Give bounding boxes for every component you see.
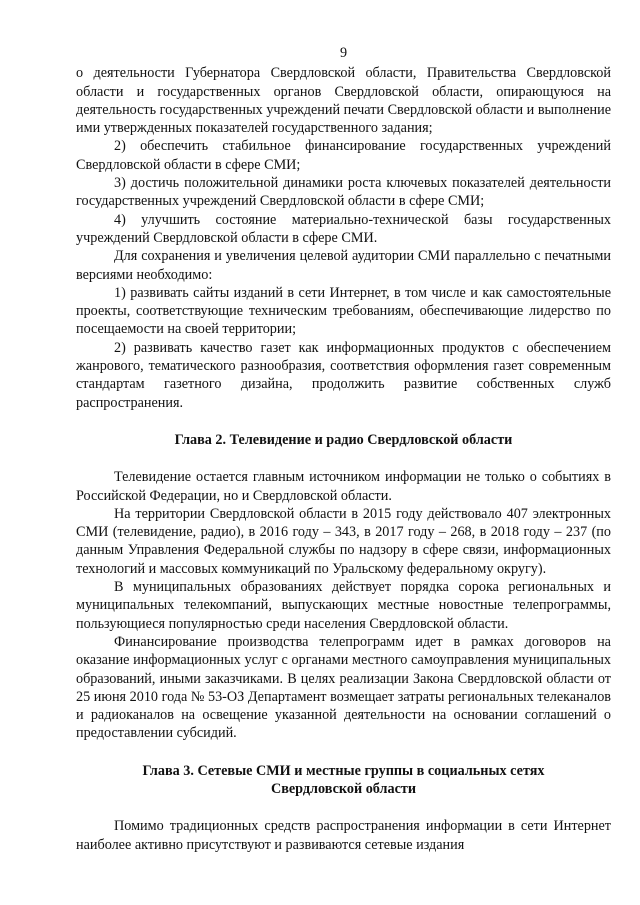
paragraph: 3) достичь положительной динамики роста ключевых показателей деятельности государственных учреждений Свердловской области в сфере СМИ;: [76, 175, 611, 210]
chapter-2-heading: Глава 2. Телевидение и радио Свердловской области: [174, 431, 513, 448]
chapter-3-heading: [76, 762, 611, 799]
paragraph: 4) улучшить состояние материально-технической базы государственных учреждений Свердловской области в сфере СМИ.: [76, 211, 611, 246]
page-number: 9: [339, 45, 348, 61]
paragraph: 2) обеспечить стабильное финансирование государственных учреждений Свердловской области в сфере СМИ;: [76, 138, 611, 173]
paragraph: Помимо традиционных средств распространения информации в сети Интернет наиболее активно присутствуют и развиваются сетевые издания: [76, 818, 611, 853]
paragraph: Финансирование производства телепрограмм идет в рамках договоров на оказание информационных услуг с органами местного самоуправления муниципальных образований, иными заказчиками. В целях реализации Закона Свердловской области от 25 июня 2010 года № 53-ОЗ Департамент возмещает затраты региональных телеканалов и радиоканалов на освещение указанной деятельности на основании соглашений о предоставлении субсидий.: [76, 633, 611, 742]
paragraph: о деятельности Губернатора Свердловской области, Правительства Свердловской области и государственных органов Свердловской области, опирающуюся на деятельность государственных учреждений печати Свердловской области и выполнение ими утвержденных показателей государственного задания;: [76, 65, 611, 137]
paragraph: Для сохранения и увеличения целевой аудитории СМИ параллельно с печатными версиями необходимо:: [76, 248, 611, 283]
paragraph: 1) развивать сайты изданий в сети Интернет, в том числе и как самостоятельные проекты, соответствующие техническим требованиям, обеспечивающие лидерство по посещаемости на своей территории;: [76, 284, 611, 338]
chapter-3-heading-line-2: Свердловской области: [270, 780, 417, 797]
chapter-3-heading-line-1: Глава 3. Сетевые СМИ и местные группы в социальных сетях: [142, 762, 545, 779]
document-page: [76, 44, 611, 854]
paragraph: Телевидение остается главным источником информации не только о событиях в Российской Федерации, но и Свердловской области.: [76, 469, 611, 504]
paragraph: 2) развивать качество газет как информационных продуктов с обеспечением жанрового, тематического разнообразия, соответствия оформления газет современным стандартам газетного дизайна, продолжить развитие собственных служб распространения.: [76, 339, 611, 411]
paragraph: В муниципальных образованиях действует порядка сорока региональных и муниципальных телекомпаний, выпускающих местные новостные телепрограммы, пользующиеся популярностью среди населения Свердловской области.: [76, 579, 611, 632]
paragraph: На территории Свердловской области в 2015 году действовало 407 электронных СМИ (телевидение, радио), в 2016 году – 343, в 2017 году – 268, в 2018 году – 237 (по данным Управления Федеральной службы по надзору в сфере связи, информационных технологий и массовых коммуникаций по Уральскому федеральному округу).: [76, 505, 611, 577]
